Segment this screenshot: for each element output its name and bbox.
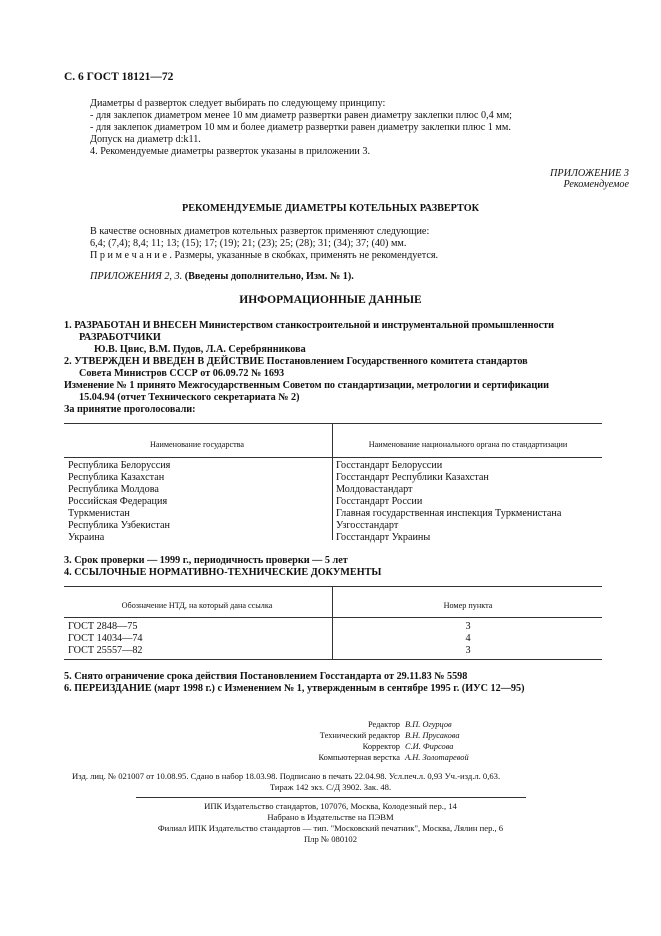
state-name: Украина	[68, 532, 105, 543]
info-item-6: 6. ПЕРЕИЗДАНИЕ (март 1998 г.) с Изменением № 1, утвержденным в сентябре 1995 г. (ИУС 12—95)	[64, 683, 525, 694]
intro-line-2: - для заклепок диаметром менее 10 мм диаметр развертки равен диаметру заклепки плюс 0,4 мм;	[90, 110, 512, 121]
state-body: Госстандарт Белоруссии	[336, 460, 443, 471]
appendix-note-ref: ПРИЛОЖЕНИЯ 2, 3.	[90, 271, 183, 282]
intro-line-3: - для заклепок диаметром 10 мм и более диаметр развертки равен диаметру заклепки плюс 1 мм.	[90, 122, 511, 133]
refs-col-header-doc: Обозначение НТД, на который дана ссылка	[121, 601, 273, 610]
info-item-1-names: Ю.В. Цвис, В.М. Пудов, Л.А. Серебрянникова	[94, 344, 306, 355]
state-name: Туркменистан	[68, 508, 130, 519]
state-body: Главная государственная инспекция Туркменистана	[336, 508, 562, 519]
refs-table-top-rule	[64, 586, 602, 587]
intro-line-4: Допуск на диаметр d:k11.	[90, 134, 201, 145]
info-item-1-developers: РАЗРАБОТЧИКИ	[79, 332, 161, 343]
refs-table-col-divider	[332, 587, 333, 659]
credit-name: В.П. Огурцов	[405, 720, 452, 729]
credit-role: Компьютерная верстка	[318, 753, 400, 762]
voted-label: За принятие проголосовали:	[64, 404, 196, 415]
state-name: Российская Федерация	[68, 496, 168, 507]
rec-line-1: В качестве основных диаметров котельных разверток применяют следующие:	[90, 226, 430, 237]
change-line-2: 15.04.94 (отчет Технического секретариата № 2)	[79, 392, 300, 403]
state-body: Госстандарт Республики Казахстан	[336, 472, 489, 483]
states-table-col-divider	[332, 424, 333, 540]
publisher-line-3: Филиал ИПК Издательство стандартов — тип. "Московский печатник", Москва, Лялин пер., 6	[157, 823, 504, 833]
appendix-note	[90, 271, 354, 283]
appendix-title: ПРИЛОЖЕНИЕ 3	[550, 168, 629, 179]
ref-item: 3	[465, 621, 471, 632]
ref-doc: ГОСТ 2848—75	[68, 621, 138, 632]
page-header: С. 6 ГОСТ 18121—72	[64, 71, 174, 83]
section-title: РЕКОМЕНДУЕМЫЕ ДИАМЕТРЫ КОТЕЛЬНЫХ РАЗВЕРТОК	[181, 203, 480, 214]
refs-table-bottom-rule	[64, 659, 602, 660]
publisher-line-4: Плр № 080102	[303, 834, 358, 844]
info-item-2-b: Совета Министров СССР от 06.09.72 № 1693	[79, 368, 285, 379]
credit-name: С.И. Фирсова	[405, 742, 454, 751]
info-item-4: 4. ССЫЛОЧНЫЕ НОРМАТИВНО-ТЕХНИЧЕСКИЕ ДОКУМЕНТЫ	[64, 567, 382, 578]
ref-item: 4	[465, 633, 471, 644]
state-body: Госстандарт России	[336, 496, 423, 507]
rec-line-2: 6,4; (7,4); 8,4; 11; 13; (15); 17; (19); 21; (23); 25; (28); 31; (34); 37; (40) мм.	[90, 238, 407, 249]
states-col-header-body: Наименование национального органа по стандартизации	[368, 440, 568, 449]
state-body: Молдовастандарт	[336, 484, 413, 495]
info-item-2: 2. УТВЕРЖДЕН И ВВЕДЕН В ДЕЙСТВИЕ Постановлением Государственного комитета стандартов	[64, 356, 528, 367]
states-table-header-rule	[64, 457, 602, 458]
imprint-line-2: Тираж 142 экз. С/Д 3902. Зак. 48.	[269, 782, 392, 792]
change-line-1: Изменение № 1 принято Межгосударственным Советом по стандартизации, метрологии и сертификации	[64, 380, 549, 391]
info-title: ИНФОРМАЦИОННЫЕ ДАННЫЕ	[239, 294, 422, 306]
state-name: Республика Казахстан	[68, 472, 165, 483]
publisher-rule	[136, 797, 526, 798]
intro-line-5: 4. Рекомендуемые диаметры разверток указаны в приложении 3.	[90, 146, 371, 157]
ref-item: 3	[465, 645, 471, 656]
refs-table-header-rule	[64, 617, 602, 618]
info-item-3: 3. Срок проверки — 1999 г., периодичность проверки — 5 лет	[64, 555, 348, 566]
publisher-line-2: Набрано в Издательстве на ПЭВМ	[267, 812, 394, 822]
credit-role: Редактор	[367, 720, 400, 729]
info-item-1: 1. РАЗРАБОТАН И ВНЕСЕН Министерством станкостроительной и инструментальной промышленности	[64, 320, 555, 331]
ref-doc: ГОСТ 25557—82	[68, 645, 143, 656]
ref-doc: ГОСТ 14034—74	[68, 633, 143, 644]
credit-name: А.Н. Золотаревой	[405, 753, 469, 762]
states-table-top-rule	[64, 423, 602, 424]
state-name: Республика Белоруссия	[68, 460, 171, 471]
state-body: Госстандарт Украины	[336, 532, 431, 543]
imprint-line-1: Изд. лиц. № 021007 от 10.08.95. Сдано в набор 18.03.98. Подписано в печать 22.04.98. Усл.печ.л. 0,93 Уч.-изд.л. 0,63.	[72, 771, 501, 781]
rec-note: П р и м е ч а н и е . Размеры, указанные в скобках, применять не рекомендуется.	[90, 250, 439, 261]
appendix-subtitle: Рекомендуемое	[563, 179, 629, 190]
state-name: Республика Узбекистан	[68, 520, 170, 531]
publisher-line-1: ИПК Издательство стандартов, 107076, Москва, Колодезный пер., 14	[204, 801, 457, 811]
credit-role: Корректор	[362, 742, 400, 751]
info-item-5: 5. Снято ограничение срока действия Постановлением Госстандарта от 29.11.83 № 5598	[64, 671, 468, 682]
intro-line-1: Диаметры d разверток следует выбирать по следующему принципу:	[90, 98, 386, 109]
credit-role: Технический редактор	[319, 731, 400, 740]
state-body: Узгосстандарт	[336, 520, 399, 531]
states-col-header-state: Наименование государства	[149, 440, 245, 449]
refs-col-header-item: Номер пункта	[443, 601, 493, 610]
credit-name: В.Н. Прусакова	[405, 731, 460, 740]
state-name: Республика Молдова	[68, 484, 159, 495]
appendix-note-change: (Введены дополнительно, Изм. № 1).	[184, 271, 354, 282]
